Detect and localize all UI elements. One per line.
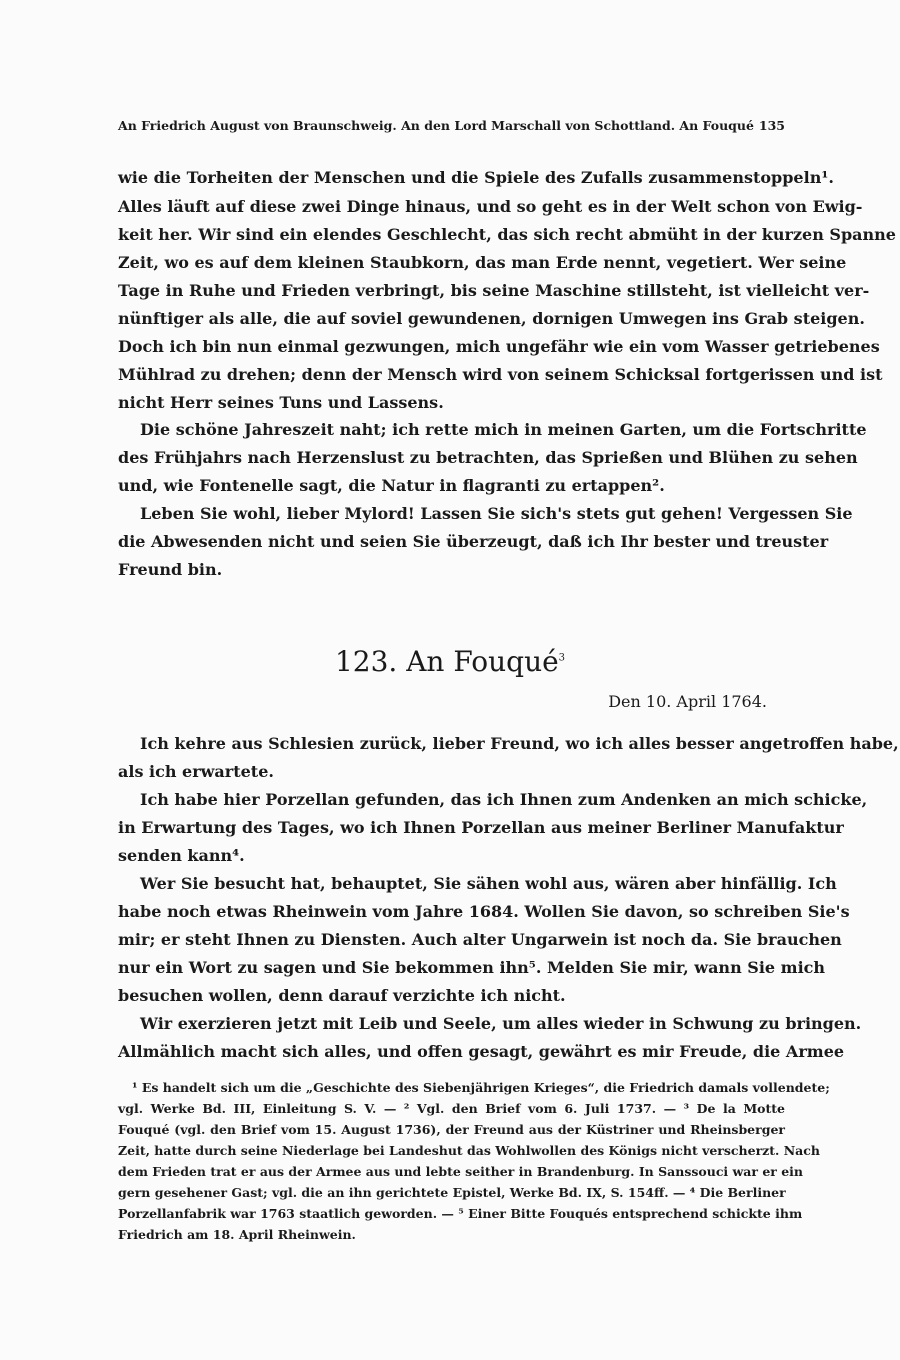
text-line: und, wie Fontenelle sagt, die Natur in flagranti zu ertappen². — [118, 476, 665, 495]
text-line: Mühlrad zu drehen; denn der Mensch wird von seinem Schicksal fortgerissen und ist — [118, 365, 883, 384]
text-line: in Erwartung des Tages, wo ich Ihnen Porzellan aus meiner Berliner Manufaktur — [118, 818, 844, 837]
text-line: Doch ich bin nun einmal gezwungen, mich ungefähr wie ein vom Wasser getriebenes — [118, 337, 880, 356]
text-line: senden kann⁴. — [118, 846, 245, 865]
running-title: An Friedrich August von Braunschweig. An den Lord Marschall von Schottland. An Fouqué — [118, 118, 754, 133]
text-line: mir; er steht Ihnen zu Diensten. Auch alter Ungarwein ist noch da. Sie brauchen — [118, 930, 842, 949]
text-line: habe noch etwas Rheinwein vom Jahre 1684. Wollen Sie davon, so schreiben Sie's — [118, 902, 850, 921]
text-line: Allmählich macht sich alles, und offen gesagt, gewährt es mir Freude, die Armee — [118, 1042, 845, 1061]
text-line: Wer Sie besucht hat, behauptet, Sie sähen wohl aus, wären aber hinfällig. Ich — [140, 874, 837, 893]
text-line: Freund bin. — [118, 560, 223, 579]
letter-date: Den 10. April 1764. — [608, 692, 767, 711]
text-line: Wir exerzieren jetzt mit Leib und Seele, um alles wieder in Schwung zu bringen. — [140, 1014, 862, 1033]
text-line: Fouqué (vgl. den Brief vom 15. August 1736), der Freund aus der Küstriner und Rheinsberger — [118, 1122, 785, 1137]
letter-title — [0, 645, 900, 678]
text-line: dem Frieden trat er aus der Armee aus und lebte seither in Brandenburg. In Sanssouci war er ein — [118, 1164, 804, 1179]
letter-recipient: An Fouqué — [406, 645, 559, 678]
text-line: Zeit, hatte durch seine Niederlage bei Landeshut das Wohlwollen des Königs nicht verscherzt. Nach — [118, 1143, 820, 1158]
text-line: die Abwesenden nicht und seien Sie überzeugt, daß ich Ihr bester und treuster — [118, 532, 829, 551]
running-header — [118, 118, 785, 133]
text-line: gern gesehener Gast; vgl. die an ihn gerichtete Epistel, Werke Bd. IX, S. 154ff. — ⁴ Die Berliner — [118, 1185, 786, 1200]
text-line: Die schöne Jahreszeit naht; ich rette mich in meinen Garten, um die Fortschritte — [140, 420, 867, 439]
text-line: als ich erwartete. — [118, 762, 274, 781]
text-line: Alles läuft auf diese zwei Dinge hinaus, und so geht es in der Welt schon von Ewig- — [118, 197, 863, 216]
text-line: keit her. Wir sind ein elendes Geschlecht, das sich recht abmüht in der kurzen Spanne — [118, 225, 896, 244]
text-line: nur ein Wort zu sagen und Sie bekommen ihn⁵. Melden Sie mir, wann Sie mich — [118, 958, 826, 977]
page-number: 135 — [758, 118, 785, 133]
text-line: nicht Herr seines Tuns und Lassens. — [118, 393, 444, 412]
text-line: Friedrich am 18. April Rheinwein. — [118, 1227, 356, 1242]
text-line: Leben Sie wohl, lieber Mylord! Lassen Sie sich's stets gut gehen! Vergessen Sie — [140, 504, 853, 523]
text-line: nünftiger als alle, die auf soviel gewundenen, dornigen Umwegen ins Grab steigen. — [118, 309, 865, 328]
text-line: Zeit, wo es auf dem kleinen Staubkorn, das man Erde nennt, vegetiert. Wer seine — [118, 253, 847, 272]
text-line: ¹ Es handelt sich um die „Geschichte des Siebenjährigen Krieges“, die Friedrich damals vollendete; — [132, 1080, 830, 1095]
text-line: wie die Torheiten der Menschen und die Spiele des Zufalls zusammenstoppeln¹. — [118, 168, 834, 187]
text-line: besuchen wollen, denn darauf verzichte ich nicht. — [118, 986, 566, 1005]
text-line: Porzellanfabrik war 1763 staatlich geworden. — ⁵ Einer Bitte Fouqués entsprechend schickte ihm — [118, 1206, 803, 1221]
text-line: vgl. Werke Bd. III, Einleitung S. V. — ² Vgl. den Brief vom 6. Juli 1737. — ³ De la Motte — [118, 1101, 785, 1116]
text-line: des Frühjahrs nach Herzenslust zu betrachten, das Sprießen und Blühen zu sehen — [118, 448, 858, 467]
footnote-ref: 3 — [558, 652, 566, 664]
text-line: Ich habe hier Porzellan gefunden, das ich Ihnen zum Andenken an mich schicke, — [140, 790, 868, 809]
text-line: Ich kehre aus Schlesien zurück, lieber Freund, wo ich alles besser angetroffen habe, — [140, 734, 899, 753]
letter-number: 123. — [334, 645, 398, 678]
text-line: Tage in Ruhe und Frieden verbringt, bis seine Maschine stillsteht, ist vielleicht ver- — [118, 281, 870, 300]
